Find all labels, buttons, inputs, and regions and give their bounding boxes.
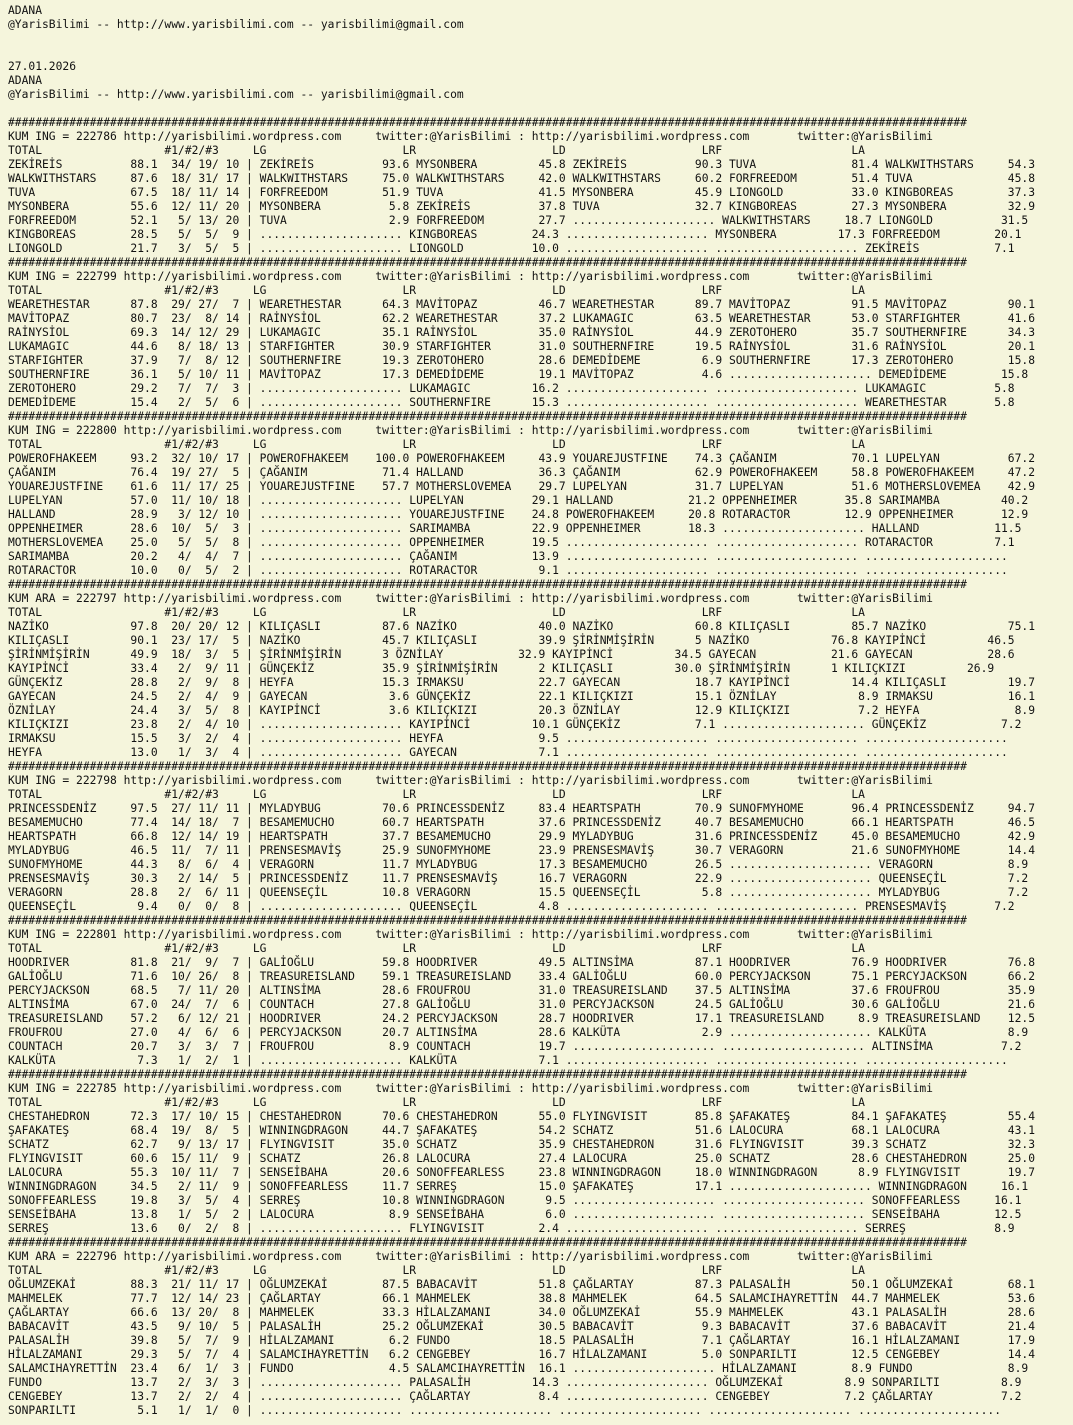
result-row: DEMEDİDEME 15.4 2/ 5/ 6 | ..................... SOUTHERNFIRE 15.3 ..................... ..................... WEARETHESTAR 5.8 (8, 396, 1015, 409)
result-row: VERAGORN 28.8 2/ 6/ 11 | QUEENSEÇİL 10.8 VERAGORN 15.5 QUEENSEÇİL 5.8 ..................... MYLADYBUG 7.2 (8, 886, 1029, 899)
result-row: WINNINGDRAGON 34.5 2/ 11/ 9 | SONOFFEARLESS 11.7 SERREŞ 15.0 ŞAFAKATEŞ 17.1 ..................... WINNINGDRAGON 16.1 (8, 1180, 1029, 1193)
result-row: MYLADYBUG 46.5 11/ 7/ 11 | PRENSESMAVİŞ 25.9 SUNOFMYHOME 23.9 PRENSESMAVİŞ 30.7 VERAGORN 21.6 SUNOFMYHOME 14.4 (8, 844, 1035, 857)
result-row: HOODRIVER 81.8 21/ 9/ 7 | GALİOĞLU 59.8 HOODRIVER 49.5 ALTINSİMA 87.1 HOODRIVER 76.9 HOODRIVER 76.8 (8, 956, 1035, 969)
result-row: KILIÇASLI 90.1 23/ 17/ 5 | NAZİKO 45.7 KILIÇASLI 39.9 ŞİRİNMİŞİRİN 5 NAZİKO 76.8 KAYIPİNCİ 46.5 (8, 634, 1015, 647)
result-row: MYSONBERA 55.6 12/ 11/ 20 | MYSONBERA 5.8 ZEKİREİS 37.8 TUVA 32.7 KINGBOREAS 27.3 MYSONBERA 32.9 (8, 200, 1035, 213)
race-title: KUM ING = 222800 http://yarisbilimi.wordpress.com twitter:@YarisBilimi : http://yarisbilimi.wordpress.com twitter:@YarisBilimi (8, 424, 933, 437)
race-title: KUM ING = 222801 http://yarisbilimi.wordpress.com twitter:@YarisBilimi : http://yarisbilimi.wordpress.com twitter:@YarisBilimi (8, 928, 933, 941)
result-row: POWEROFHAKEEM 93.2 32/ 10/ 17 | POWEROFHAKEEM 100.0 POWEROFHAKEEM 43.9 YOUAREJUSTFINE 74.3 ÇAĞANIM 70.1 LUPELYAN 67.2 (8, 452, 1035, 465)
result-row: ŞİRİNMİŞİRİN 49.9 18/ 3/ 5 | ŞİRİNMİŞİRİN 3 ÖZNİLAY 32.9 KAYIPİNCİ 34.5 GAYECAN 21.6 GAYECAN 28.6 (8, 648, 1015, 661)
race-block (8, 760, 1073, 914)
column-header-row: TOTAL #1/#2/#3 LG LR LD LRF LA (8, 144, 865, 157)
separator-line: ############################################################################################################################################# (8, 1068, 967, 1081)
column-header-row: TOTAL #1/#2/#3 LG LR LD LRF LA (8, 606, 865, 619)
result-row: NAZİKO 97.8 20/ 20/ 12 | KILIÇASLI 87.6 NAZİKO 40.0 NAZİKO 60.8 KILIÇASLI 85.7 NAZİKO 75.1 (8, 620, 1035, 633)
result-row: GALİOĞLU 71.6 10/ 26/ 8 | TREASUREISLAND 59.1 TREASUREISLAND 33.4 GALİOĞLU 60.0 PERCYJACKSON 75.1 PERCYJACKSON 66.2 (8, 970, 1035, 983)
result-row: MAVİTOPAZ 80.7 23/ 8/ 14 | RAİNYSİOL 62.2 WEARETHESTAR 37.2 LUKAMAGIC 63.5 WEARETHESTAR 53.0 STARFIGHTER 41.6 (8, 312, 1035, 325)
race-block (8, 578, 1073, 760)
result-row: SALAMCIHAYRETTİN 23.4 6/ 1/ 3 | FUNDO 4.5 SALAMCIHAYRETTİN 16.1 ..................... HİLALZAMANI 8.9 FUNDO 8.9 (8, 1362, 1029, 1375)
race-title: KUM ARA = 222796 http://yarisbilimi.wordpress.com twitter:@YarisBilimi : http://yarisbilimi.wordpress.com twitter:@YarisBilimi (8, 1250, 933, 1263)
race-block (8, 256, 1073, 410)
header-line: 27.01.2026 (8, 60, 77, 73)
result-row: FORFREEDOM 52.1 5/ 13/ 20 | TUVA 2.9 FORFREEDOM 27.7 ..................... WALKWITHSTARS 18.7 LIONGOLD 31.5 (8, 214, 1029, 227)
result-row: ÖZNİLAY 24.4 3/ 5/ 8 | KAYIPİNCİ 3.6 KILIÇKIZI 20.3 ÖZNİLAY 12.9 KILIÇKIZI 7.2 HEYFA 8.9 (8, 704, 1035, 717)
race-title: KUM ING = 222786 http://yarisbilimi.wordpress.com twitter:@YarisBilimi : http://yarisbilimi.wordpress.com twitter:@YarisBilimi (8, 130, 933, 143)
race-list (8, 116, 1073, 1418)
race-title: KUM ING = 222798 http://yarisbilimi.wordpress.com twitter:@YarisBilimi : http://yarisbilimi.wordpress.com twitter:@YarisBilimi (8, 774, 933, 787)
result-row: MOTHERSLOVEMEA 25.0 5/ 5/ 8 | ..................... OPPENHEIMER 19.5 ..................... ..................... ROTARACTOR 7.1 (8, 536, 1015, 549)
result-row: ÇAĞANIM 76.4 19/ 27/ 5 | ÇAĞANIM 71.4 HALLAND 36.3 ÇAĞANIM 62.9 POWEROFHAKEEM 58.8 POWEROFHAKEEM 47.2 (8, 466, 1035, 479)
race-title: KUM ARA = 222797 http://yarisbilimi.wordpress.com twitter:@YarisBilimi : http://yarisbilimi.wordpress.com twitter:@YarisBilimi (8, 592, 933, 605)
result-row: HİLALZAMANI 29.3 5/ 7/ 4 | SALAMCIHAYRETTİN 6.2 CENGEBEY 16.7 HİLALZAMANI 5.0 SONPARILTI 12.5 CENGEBEY 14.4 (8, 1348, 1035, 1361)
result-row: PRINCESSDENİZ 97.5 27/ 11/ 11 | MYLADYBUG 70.6 PRINCESSDENİZ 83.4 HEARTSPATH 70.9 SUNOFMYHOME 96.4 PRINCESSDENİZ 94.7 (8, 802, 1035, 815)
result-row: GÜNÇEKİZ 28.8 2/ 9/ 8 | HEYFA 15.3 IRMAKSU 22.7 GAYECAN 18.7 KAYIPİNCİ 14.4 KILIÇASLI 19.7 (8, 676, 1035, 689)
result-row: ŞAFAKATEŞ 68.4 19/ 8/ 5 | WINNINGDRAGON 44.7 ŞAFAKATEŞ 54.2 SCHATZ 51.6 LALOCURA 68.1 LALOCURA 43.1 (8, 1124, 1035, 1137)
result-row: PERCYJACKSON 68.5 7/ 11/ 20 | ALTINSİMA 28.6 FROUFROU 31.0 TREASUREISLAND 37.5 ALTINSİMA 37.6 FROUFROU 35.9 (8, 984, 1035, 997)
result-row: HALLAND 28.9 3/ 12/ 10 | ..................... YOUAREJUSTFINE 24.8 POWEROFHAKEEM 20.8 ROTARACTOR 12.9 OPPENHEIMER 12.9 (8, 508, 1029, 521)
separator-line: ############################################################################################################################################# (8, 578, 967, 591)
result-row: TUVA 67.5 18/ 11/ 14 | FORFREEDOM 51.9 TUVA 41.5 MYSONBERA 45.9 LIONGOLD 33.0 KINGBOREAS 37.3 (8, 186, 1035, 199)
header-line (8, 102, 1073, 116)
result-row: OPPENHEIMER 28.6 10/ 5/ 3 | ..................... SARIMAMBA 22.9 OPPENHEIMER 18.3 ..................... HALLAND 11.5 (8, 522, 1022, 535)
result-row: BABACAVİT 43.5 9/ 10/ 5 | PALASALİH 25.2 OĞLUMZEKAİ 30.5 BABACAVİT 9.3 BABACAVİT 37.6 BABACAVİT 21.4 (8, 1320, 1035, 1333)
result-row: MAHMELEK 77.7 12/ 14/ 23 | ÇAĞLARTAY 66.1 MAHMELEK 38.8 MAHMELEK 64.5 SALAMCIHAYRETTİN 44.7 MAHMELEK 53.6 (8, 1292, 1035, 1305)
column-header-row: TOTAL #1/#2/#3 LG LR LD LRF LA (8, 788, 865, 801)
result-row: LALOCURA 55.3 10/ 11/ 7 | SENSEİBAHA 20.6 SONOFFEARLESS 23.8 WINNINGDRAGON 18.0 WINNINGDRAGON 8.9 FLYINGVISIT 19.7 (8, 1166, 1035, 1179)
column-header-row: TOTAL #1/#2/#3 LG LR LD LRF LA (8, 284, 865, 297)
column-header-row: TOTAL #1/#2/#3 LG LR LD LRF LA (8, 942, 865, 955)
result-row: YOUAREJUSTFINE 61.6 11/ 17/ 25 | YOUAREJUSTFINE 57.7 MOTHERSLOVEMEA 29.7 LUPELYAN 31.7 LUPELYAN 51.6 MOTHERSLOVEMEA 42.9 (8, 480, 1035, 493)
result-row: HEARTSPATH 66.8 12/ 14/ 19 | HEARTSPATH 37.7 BESAMEMUCHO 29.9 MYLADYBUG 31.6 PRINCESSDENİZ 45.0 BESAMEMUCHO 42.9 (8, 830, 1035, 843)
result-row: BESAMEMUCHO 77.4 14/ 18/ 7 | BESAMEMUCHO 60.7 HEARTSPATH 37.6 PRINCESSDENİZ 40.7 BESAMEMUCHO 66.1 HEARTSPATH 46.5 (8, 816, 1035, 829)
race-title: KUM ING = 222799 http://yarisbilimi.wordpress.com twitter:@YarisBilimi : http://yarisbilimi.wordpress.com twitter:@YarisBilimi (8, 270, 933, 283)
page-header (8, 4, 1073, 116)
header-line: ADANA (8, 4, 43, 17)
result-row: FROUFROU 27.0 4/ 6/ 6 | PERCYJACKSON 20.7 ALTINSİMA 28.6 KALKÜTA 2.9 ..................... KALKÜTA 8.9 (8, 1026, 1029, 1039)
result-row: LUPELYAN 57.0 11/ 10/ 18 | ..................... LUPELYAN 29.1 HALLAND 21.2 OPPENHEIMER 35.8 SARIMAMBA 40.2 (8, 494, 1029, 507)
result-row: SUNOFMYHOME 44.3 8/ 6/ 4 | VERAGORN 11.7 MYLADYBUG 17.3 BESAMEMUCHO 26.5 ..................... VERAGORN 8.9 (8, 858, 1029, 871)
race-block (8, 914, 1073, 1068)
result-row: LIONGOLD 21.7 3/ 5/ 5 | ..................... LIONGOLD 10.0 ..................... ..................... ZEKİREİS 7.1 (8, 242, 1015, 255)
result-row: KAYIPİNCİ 33.4 2/ 9/ 11 | GÜNÇEKİZ 35.9 ŞİRİNMİŞİRİN 2 KILIÇASLI 30.0 ŞİRİNMİŞİRİN 1 KILIÇKIZI 26.9 (8, 662, 995, 675)
result-row: SCHATZ 62.7 9/ 13/ 17 | FLYINGVISIT 35.0 SCHATZ 35.9 CHESTAHEDRON 31.6 FLYINGVISIT 39.3 SCHATZ 32.3 (8, 1138, 1035, 1151)
result-row: LUKAMAGIC 44.6 8/ 18/ 13 | STARFIGHTER 30.9 STARFIGHTER 31.0 SOUTHERNFIRE 19.5 RAİNYSİOL 31.6 RAİNYSİOL 20.1 (8, 340, 1035, 353)
header-line: @YarisBilimi -- http://www.yarisbilimi.com -- yarisbilimi@gmail.com (8, 88, 464, 101)
race-title: KUM ING = 222785 http://yarisbilimi.wordpress.com twitter:@YarisBilimi : http://yarisbilimi.wordpress.com twitter:@YarisBilimi (8, 1082, 933, 1095)
race-block (8, 1236, 1073, 1418)
result-row: ALTINSİMA 67.0 24/ 7/ 6 | COUNTACH 27.8 GALİOĞLU 31.0 PERCYJACKSON 24.5 GALİOĞLU 30.6 GALİOĞLU 21.6 (8, 998, 1035, 1011)
result-row: SOUTHERNFIRE 36.1 5/ 10/ 11 | MAVİTOPAZ 17.3 DEMEDİDEME 19.1 MAVİTOPAZ 4.6 ..................... DEMEDİDEME 15.8 (8, 368, 1029, 381)
result-row: SERREŞ 13.6 0/ 2/ 8 | ..................... FLYINGVISIT 2.4 ..................... ..................... SERREŞ 8.9 (8, 1222, 1015, 1235)
result-row: PRENSESMAVİŞ 30.3 2/ 14/ 5 | PRINCESSDENİZ 11.7 PRENSESMAVİŞ 16.7 VERAGORN 22.9 ..................... QUEENSEÇİL 7.2 (8, 872, 1029, 885)
result-row: ROTARACTOR 10.0 0/ 5/ 2 | ..................... ROTARACTOR 9.1 ..................... ..................... ..................... (8, 564, 1008, 577)
column-header-row: TOTAL #1/#2/#3 LG LR LD LRF LA (8, 1096, 865, 1109)
result-row: PALASALİH 39.8 5/ 7/ 9 | HİLALZAMANI 6.2 FUNDO 18.5 PALASALİH 7.1 ÇAĞLARTAY 16.1 HİLALZAMANI 17.9 (8, 1334, 1035, 1347)
result-row: KINGBOREAS 28.5 5/ 5/ 9 | ..................... KINGBOREAS 24.3 ..................... MYSONBERA 17.3 FORFREEDOM 20.1 (8, 228, 1022, 241)
separator-line: ############################################################################################################################################# (8, 256, 967, 269)
header-line (8, 32, 1073, 46)
result-row: ÇAĞLARTAY 66.6 13/ 20/ 8 | MAHMELEK 33.3 HİLALZAMANI 34.0 OĞLUMZEKAİ 55.9 MAHMELEK 43.1 PALASALİH 28.6 (8, 1306, 1035, 1319)
separator-line: ############################################################################################################################################# (8, 760, 967, 773)
separator-line: ############################################################################################################################################# (8, 116, 967, 129)
result-row: WEARETHESTAR 87.8 29/ 27/ 7 | WEARETHESTAR 64.3 MAVİTOPAZ 46.7 WEARETHESTAR 89.7 MAVİTOPAZ 91.5 MAVİTOPAZ 90.1 (8, 298, 1035, 311)
header-line (8, 46, 1073, 60)
result-row: WALKWITHSTARS 87.6 18/ 31/ 17 | WALKWITHSTARS 75.0 WALKWITHSTARS 42.0 WALKWITHSTARS 60.2 FORFREEDOM 51.4 TUVA 45.8 (8, 172, 1035, 185)
result-row: ZEROTOHERO 29.2 7/ 7/ 3 | ..................... LUKAMAGIC 16.2 ..................... ..................... LUKAMAGIC 5.8 (8, 382, 1015, 395)
result-row: SONOFFEARLESS 19.8 3/ 5/ 4 | SERREŞ 10.8 WINNINGDRAGON 9.5 ..................... ..................... SONOFFEARLESS 16.1 (8, 1194, 1022, 1207)
result-row: SONPARILTI 5.1 1/ 1/ 0 | ..................... ..................... ..................... ..................... ..................... (8, 1404, 1001, 1417)
result-row: COUNTACH 20.7 3/ 3/ 7 | FROUFROU 8.9 COUNTACH 19.7 ..................... ..................... ALTINSİMA 7.2 (8, 1040, 1022, 1053)
column-header-row: TOTAL #1/#2/#3 LG LR LD LRF LA (8, 1264, 865, 1277)
result-row: CENGEBEY 13.7 2/ 2/ 4 | ..................... ÇAĞLARTAY 8.4 ..................... CENGEBEY 7.2 ÇAĞLARTAY 7.2 (8, 1390, 1022, 1403)
result-row: FUNDO 13.7 2/ 3/ 3 | ..................... PALASALİH 14.3 ..................... OĞLUMZEKAİ 8.9 SONPARILTI 8.9 (8, 1376, 1022, 1389)
separator-line: ############################################################################################################################################# (8, 914, 967, 927)
result-row: SENSEİBAHA 13.8 1/ 5/ 2 | LALOCURA 8.9 SENSEİBAHA 6.0 ..................... ..................... SENSEİBAHA 12.5 (8, 1208, 1022, 1221)
result-row: CHESTAHEDRON 72.3 17/ 10/ 15 | CHESTAHEDRON 70.6 CHESTAHEDRON 55.0 FLYINGVISIT 85.8 ŞAFAKATEŞ 84.1 ŞAFAKATEŞ 55.4 (8, 1110, 1035, 1123)
result-row: TREASUREISLAND 57.2 6/ 12/ 21 | HOODRIVER 24.2 PERCYJACKSON 28.7 HOODRIVER 17.1 TREASUREISLAND 8.9 TREASUREISLAND 12.5 (8, 1012, 1035, 1025)
result-row: STARFIGHTER 37.9 7/ 8/ 12 | SOUTHERNFIRE 19.3 ZEROTOHERO 28.6 DEMEDİDEME 6.9 SOUTHERNFIRE 17.3 ZEROTOHERO 15.8 (8, 354, 1035, 367)
result-row: KALKÜTA 7.3 1/ 2/ 1 | ..................... KALKÜTA 7.1 ..................... ..................... ..................... (8, 1054, 1008, 1067)
result-row: SARIMAMBA 20.2 4/ 4/ 7 | ..................... ÇAĞANIM 13.9 ..................... ..................... ..................... (8, 550, 1008, 563)
separator-line: ############################################################################################################################################# (8, 410, 967, 423)
result-row: ZEKİREİS 88.1 34/ 19/ 10 | ZEKİREİS 93.6 MYSONBERA 45.8 ZEKİREİS 90.3 TUVA 81.4 WALKWITHSTARS 54.3 (8, 158, 1035, 171)
result-row: GAYECAN 24.5 2/ 4/ 9 | GAYECAN 3.6 GÜNÇEKİZ 22.1 KILIÇKIZI 15.1 ÖZNİLAY 8.9 IRMAKSU 16.1 (8, 690, 1035, 703)
header-line: @YarisBilimi -- http://www.yarisbilimi.com -- yarisbilimi@gmail.com (8, 18, 464, 31)
column-header-row: TOTAL #1/#2/#3 LG LR LD LRF LA (8, 438, 865, 451)
separator-line: ############################################################################################################################################# (8, 1236, 967, 1249)
header-line: ADANA (8, 74, 43, 87)
result-row: OĞLUMZEKAİ 88.3 21/ 11/ 17 | OĞLUMZEKAİ 87.5 BABACAVİT 51.8 ÇAĞLARTAY 87.3 PALASALİH 50.1 OĞLUMZEKAİ 68.1 (8, 1278, 1035, 1291)
result-row: IRMAKSU 15.5 3/ 2/ 4 | ..................... HEYFA 9.5 ..................... ..................... ..................... (8, 732, 1008, 745)
race-block (8, 116, 1073, 256)
race-block (8, 410, 1073, 578)
result-row: HEYFA 13.0 1/ 3/ 4 | ..................... GAYECAN 7.1 ..................... ..................... ..................... (8, 746, 1008, 759)
result-row: FLYINGVISIT 60.6 15/ 11/ 9 | SCHATZ 26.8 LALOCURA 27.4 LALOCURA 25.0 SCHATZ 28.6 CHESTAHEDRON 25.0 (8, 1152, 1035, 1165)
result-row: RAİNYSİOL 69.3 14/ 12/ 29 | LUKAMAGIC 35.1 RAİNYSİOL 35.0 RAİNYSİOL 44.9 ZEROTOHERO 35.7 SOUTHERNFIRE 34.3 (8, 326, 1035, 339)
result-row: QUEENSEÇİL 9.4 0/ 0/ 8 | ..................... QUEENSEÇİL 4.8 ..................... ..................... PRENSESMAVİŞ 7.2 (8, 900, 1015, 913)
race-block (8, 1068, 1073, 1236)
result-row: KILIÇKIZI 23.8 2/ 4/ 10 | ..................... KAYIPİNCİ 10.1 GÜNÇEKİZ 7.1 ..................... GÜNÇEKİZ 7.2 (8, 718, 1022, 731)
